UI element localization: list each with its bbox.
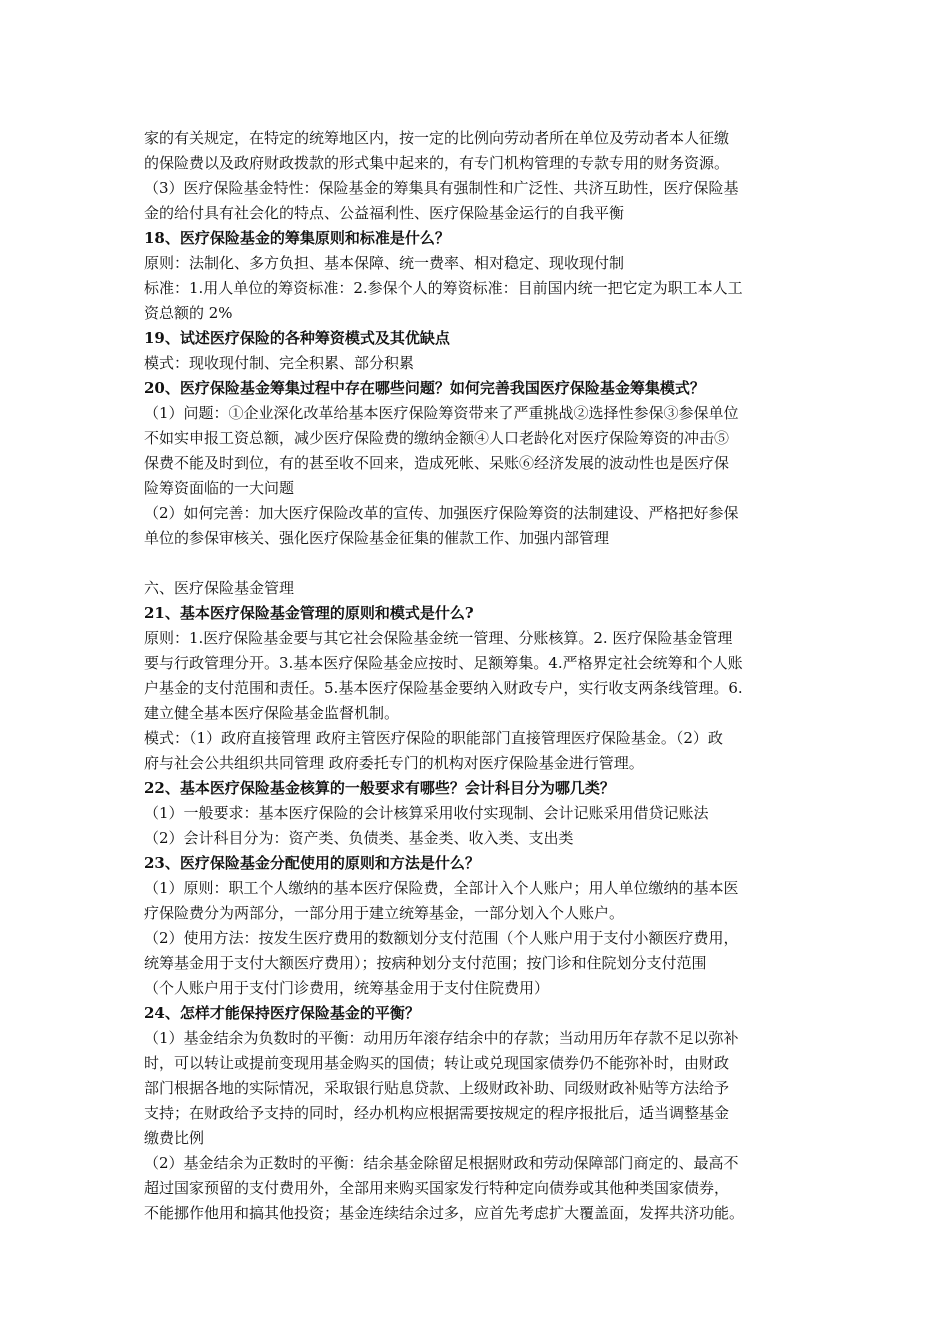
paragraph-line: 金的给付具有社会化的特点、公益福利性、医疗保险基金运行的自我平衡 — [144, 204, 625, 222]
paragraph-line: （1）原则：职工个人缴纳的基本医疗保险费，全部计入个人账户；用人单位缴纳的基本医 — [144, 879, 739, 897]
paragraph-line: （2）会计科目分为：资产类、负债类、基金类、收入类、支出类 — [144, 829, 574, 847]
paragraph-line: 要与行政管理分开。3.基本医疗保险基金应按时、足额筹集。4.严格界定社会统筹和个人账 — [144, 654, 743, 672]
paragraph-line: （个人账户用于支付门诊费用，统筹基金用于支付住院费用） — [144, 979, 550, 997]
paragraph-line: 部门根据各地的实际情况，采取银行贴息贷款、上级财政补助、同级财政补贴等方法给予 — [144, 1079, 730, 1097]
paragraph-line: 模式：（1）政府直接管理 政府主管医疗保险的职能部门直接管理医疗保险基金。（2）政 — [144, 729, 723, 747]
paragraph-line: 府与社会公共组织共同管理 政府委托专门的机构对医疗保险基金进行管理。 — [144, 754, 644, 772]
question-heading: 24、怎样才能保持医疗保险基金的平衡？ — [144, 1004, 420, 1022]
paragraph-line: 超过国家预留的支付费用外，全部用来购买国家发行特种定向债券或其他种类国家债券， — [144, 1179, 730, 1197]
paragraph-line: 模式：现收现付制、完全积累、部分积累 — [144, 354, 415, 372]
paragraph-line: （1）一般要求：基本医疗保险的会计核算采用收付实现制、会计记账采用借贷记账法 — [144, 804, 709, 822]
question-heading: 20、医疗保险基金筹集过程中存在哪些问题？如何完善我国医疗保险基金筹集模式？ — [144, 379, 705, 397]
paragraph-line: 不能挪作他用和搞其他投资；基金连续结余过多，应首先考虑扩大覆盖面，发挥共济功能。 — [144, 1204, 745, 1222]
question-heading: 23、医疗保险基金分配使用的原则和方法是什么？ — [144, 854, 480, 872]
blank-line — [144, 551, 808, 576]
paragraph-line: 支持；在财政给予支持的同时，经办机构应根据需要按规定的程序报批后，适当调整基金 — [144, 1104, 730, 1122]
paragraph-line: 家的有关规定，在特定的统筹地区内，按一定的比例向劳动者所在单位及劳动者本人征缴 — [144, 129, 730, 147]
question-heading: 18、医疗保险基金的筹集原则和标准是什么？ — [144, 229, 450, 247]
paragraph-line: （2）如何完善：加大医疗保险改革的宣传、加强医疗保险筹资的法制建设、严格把好参保 — [144, 504, 739, 522]
paragraph-line: （3）医疗保险基金特性：保险基金的筹集具有强制性和广泛性、共济互助性，医疗保险基 — [144, 179, 739, 197]
paragraph-line: 险筹资面临的一大问题 — [144, 479, 295, 497]
document-page — [144, 126, 808, 1226]
paragraph-line: 户基金的支付范围和责任。5.基本医疗保险基金要纳入财政专户，实行收支两条线管理。6. — [144, 679, 743, 697]
paragraph-line: 原则：法制化、多方负担、基本保障、统一费率、相对稳定、现收现付制 — [144, 254, 625, 272]
paragraph-line: 不如实申报工资总额，减少医疗保险费的缴纳金额④人口老龄化对医疗保险筹资的冲击⑤ — [144, 429, 730, 447]
paragraph-line: （2）基金结余为正数时的平衡：结余基金除留足根据财政和劳动保障部门商定的、最高不 — [144, 1154, 739, 1172]
paragraph-line: （1）问题：①企业深化改革给基本医疗保险筹资带来了严重挑战②选择性参保③参保单位 — [144, 404, 739, 422]
paragraph-line: 疗保险费分为两部分，一部分用于建立统筹基金，一部分划入个人账户。 — [144, 904, 625, 922]
paragraph-line: 统筹基金用于支付大额医疗费用）；按病种划分支付范围；按门诊和住院划分支付范围 — [144, 954, 707, 972]
question-heading: 22、基本医疗保险基金核算的一般要求有哪些？会计科目分为哪几类？ — [144, 779, 615, 797]
paragraph-line: 时，可以转让或提前变现用基金购买的国债；转让或兑现国家债券仍不能弥补时，由财政 — [144, 1054, 730, 1072]
paragraph-line: 保费不能及时到位，有的甚至收不回来，造成死帐、呆账⑥经济发展的波动性也是医疗保 — [144, 454, 730, 472]
paragraph-line: 原则：1.医疗保险基金要与其它社会保险基金统一管理、分账核算。2. 医疗保险基金管理 — [144, 629, 733, 647]
paragraph-line: 建立健全基本医疗保险基金监督机制。 — [144, 704, 400, 722]
paragraph-line: 标准：1.用人单位的筹资标准：2.参保个人的筹资标准：目前国内统一把它定为职工本人工 — [144, 279, 743, 297]
paragraph-line: （2）使用方法：按发生医疗费用的数额划分支付范围（个人账户用于支付小额医疗费用， — [144, 929, 739, 947]
paragraph-line: 的保险费以及政府财政拨款的形式集中起来的，有专门机构管理的专款专用的财务资源。 — [144, 154, 730, 172]
question-heading: 19、试述医疗保险的各种筹资模式及其优缺点 — [144, 329, 450, 347]
paragraph-line: 资总额的 2% — [144, 304, 233, 322]
paragraph-line: 六、医疗保险基金管理 — [144, 579, 295, 597]
paragraph-line: 单位的参保审核关、强化医疗保险基金征集的催款工作、加强内部管理 — [144, 529, 610, 547]
paragraph-line: （1）基金结余为负数时的平衡：动用历年滚存结余中的存款；当动用历年存款不足以弥补 — [144, 1029, 739, 1047]
question-heading: 21、基本医疗保险基金管理的原则和模式是什么? — [144, 604, 474, 622]
paragraph-line: 缴费比例 — [144, 1129, 205, 1147]
